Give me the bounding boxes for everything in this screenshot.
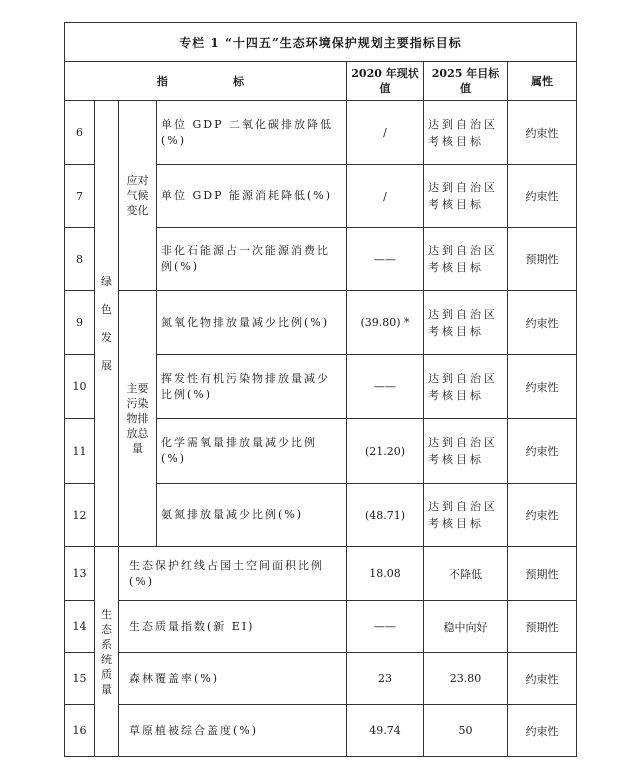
current-value: (21.20) <box>347 419 424 484</box>
target-value: 达到自治区考核目标 <box>424 228 508 291</box>
attribute-value: 约束性 <box>508 419 577 484</box>
current-value: (48.71) <box>347 484 424 547</box>
row-number: 13 <box>65 547 95 601</box>
table-row <box>65 547 577 601</box>
indicator-name: 生态保护红线占国土空间面积比例(%) <box>119 547 347 601</box>
current-value: —— <box>347 355 424 419</box>
attribute-value: 约束性 <box>508 653 577 705</box>
target-value: 稳中向好 <box>424 601 508 653</box>
target-value: 50 <box>424 705 508 757</box>
target-value: 达到自治区考核目标 <box>424 291 508 355</box>
row-number: 11 <box>65 419 95 484</box>
attribute-value: 约束性 <box>508 705 577 757</box>
indicator-name: 氨氮排放量减少比例(%) <box>157 484 347 547</box>
current-value: —— <box>347 601 424 653</box>
current-value: (39.80) * <box>347 291 424 355</box>
table-title: 专栏 1 “十四五”生态环境保护规划主要指标目标 <box>65 23 577 62</box>
indicator-name: 化学需氧量排放量减少比例(%) <box>157 419 347 484</box>
target-value: 23.80 <box>424 653 508 705</box>
current-value: / <box>347 101 424 165</box>
target-value: 达到自治区考核目标 <box>424 355 508 419</box>
row-number: 9 <box>65 291 95 355</box>
category-pollutant: 主要污染物排放总量 <box>119 291 157 547</box>
row-number: 14 <box>65 601 95 653</box>
header-target: 2025 年目标值 <box>424 62 508 101</box>
indicator-name: 生态质量指数(新 EI) <box>119 601 347 653</box>
target-value: 不降低 <box>424 547 508 601</box>
header-indicator: 指 标 <box>65 62 347 101</box>
header-attribute: 属性 <box>508 62 577 101</box>
row-number: 8 <box>65 228 95 291</box>
attribute-value: 预期性 <box>508 601 577 653</box>
table-row <box>65 705 577 757</box>
table-row <box>65 601 577 653</box>
indicator-name: 森林覆盖率(%) <box>119 653 347 705</box>
attribute-value: 约束性 <box>508 101 577 165</box>
target-value: 达到自治区考核目标 <box>424 419 508 484</box>
category-ecosystem: 生态系统质量 <box>95 547 119 757</box>
row-number: 12 <box>65 484 95 547</box>
indicator-name: 氮氧化物排放量减少比例(%) <box>157 291 347 355</box>
target-value: 达到自治区考核目标 <box>424 101 508 165</box>
attribute-value: 约束性 <box>508 165 577 228</box>
row-number: 7 <box>65 165 95 228</box>
table-row <box>65 291 577 355</box>
indicator-name: 单位 GDP 二氧化碳排放降低(%) <box>157 101 347 165</box>
current-value: / <box>347 165 424 228</box>
indicator-name: 草原植被综合盖度(%) <box>119 705 347 757</box>
target-value: 达到自治区考核目标 <box>424 165 508 228</box>
indicator-name: 非化石能源占一次能源消费比例(%) <box>157 228 347 291</box>
row-number: 16 <box>65 705 95 757</box>
attribute-value: 约束性 <box>508 484 577 547</box>
category-climate: 应对气候变化 <box>119 101 157 291</box>
table-row <box>65 101 577 165</box>
indicator-table <box>64 22 577 757</box>
indicator-name: 单位 GDP 能源消耗降低(%) <box>157 165 347 228</box>
current-value: 49.74 <box>347 705 424 757</box>
category-green: 绿色发展 <box>95 101 119 547</box>
header-current: 2020 年现状值 <box>347 62 424 101</box>
current-value: —— <box>347 228 424 291</box>
row-number: 6 <box>65 101 95 165</box>
target-value: 达到自治区考核目标 <box>424 484 508 547</box>
indicator-name: 挥发性有机污染物排放量减少比例(%) <box>157 355 347 419</box>
current-value: 23 <box>347 653 424 705</box>
attribute-value: 约束性 <box>508 355 577 419</box>
attribute-value: 预期性 <box>508 547 577 601</box>
row-number: 10 <box>65 355 95 419</box>
attribute-value: 约束性 <box>508 291 577 355</box>
row-number: 15 <box>65 653 95 705</box>
current-value: 18.08 <box>347 547 424 601</box>
attribute-value: 预期性 <box>508 228 577 291</box>
table-row <box>65 653 577 705</box>
